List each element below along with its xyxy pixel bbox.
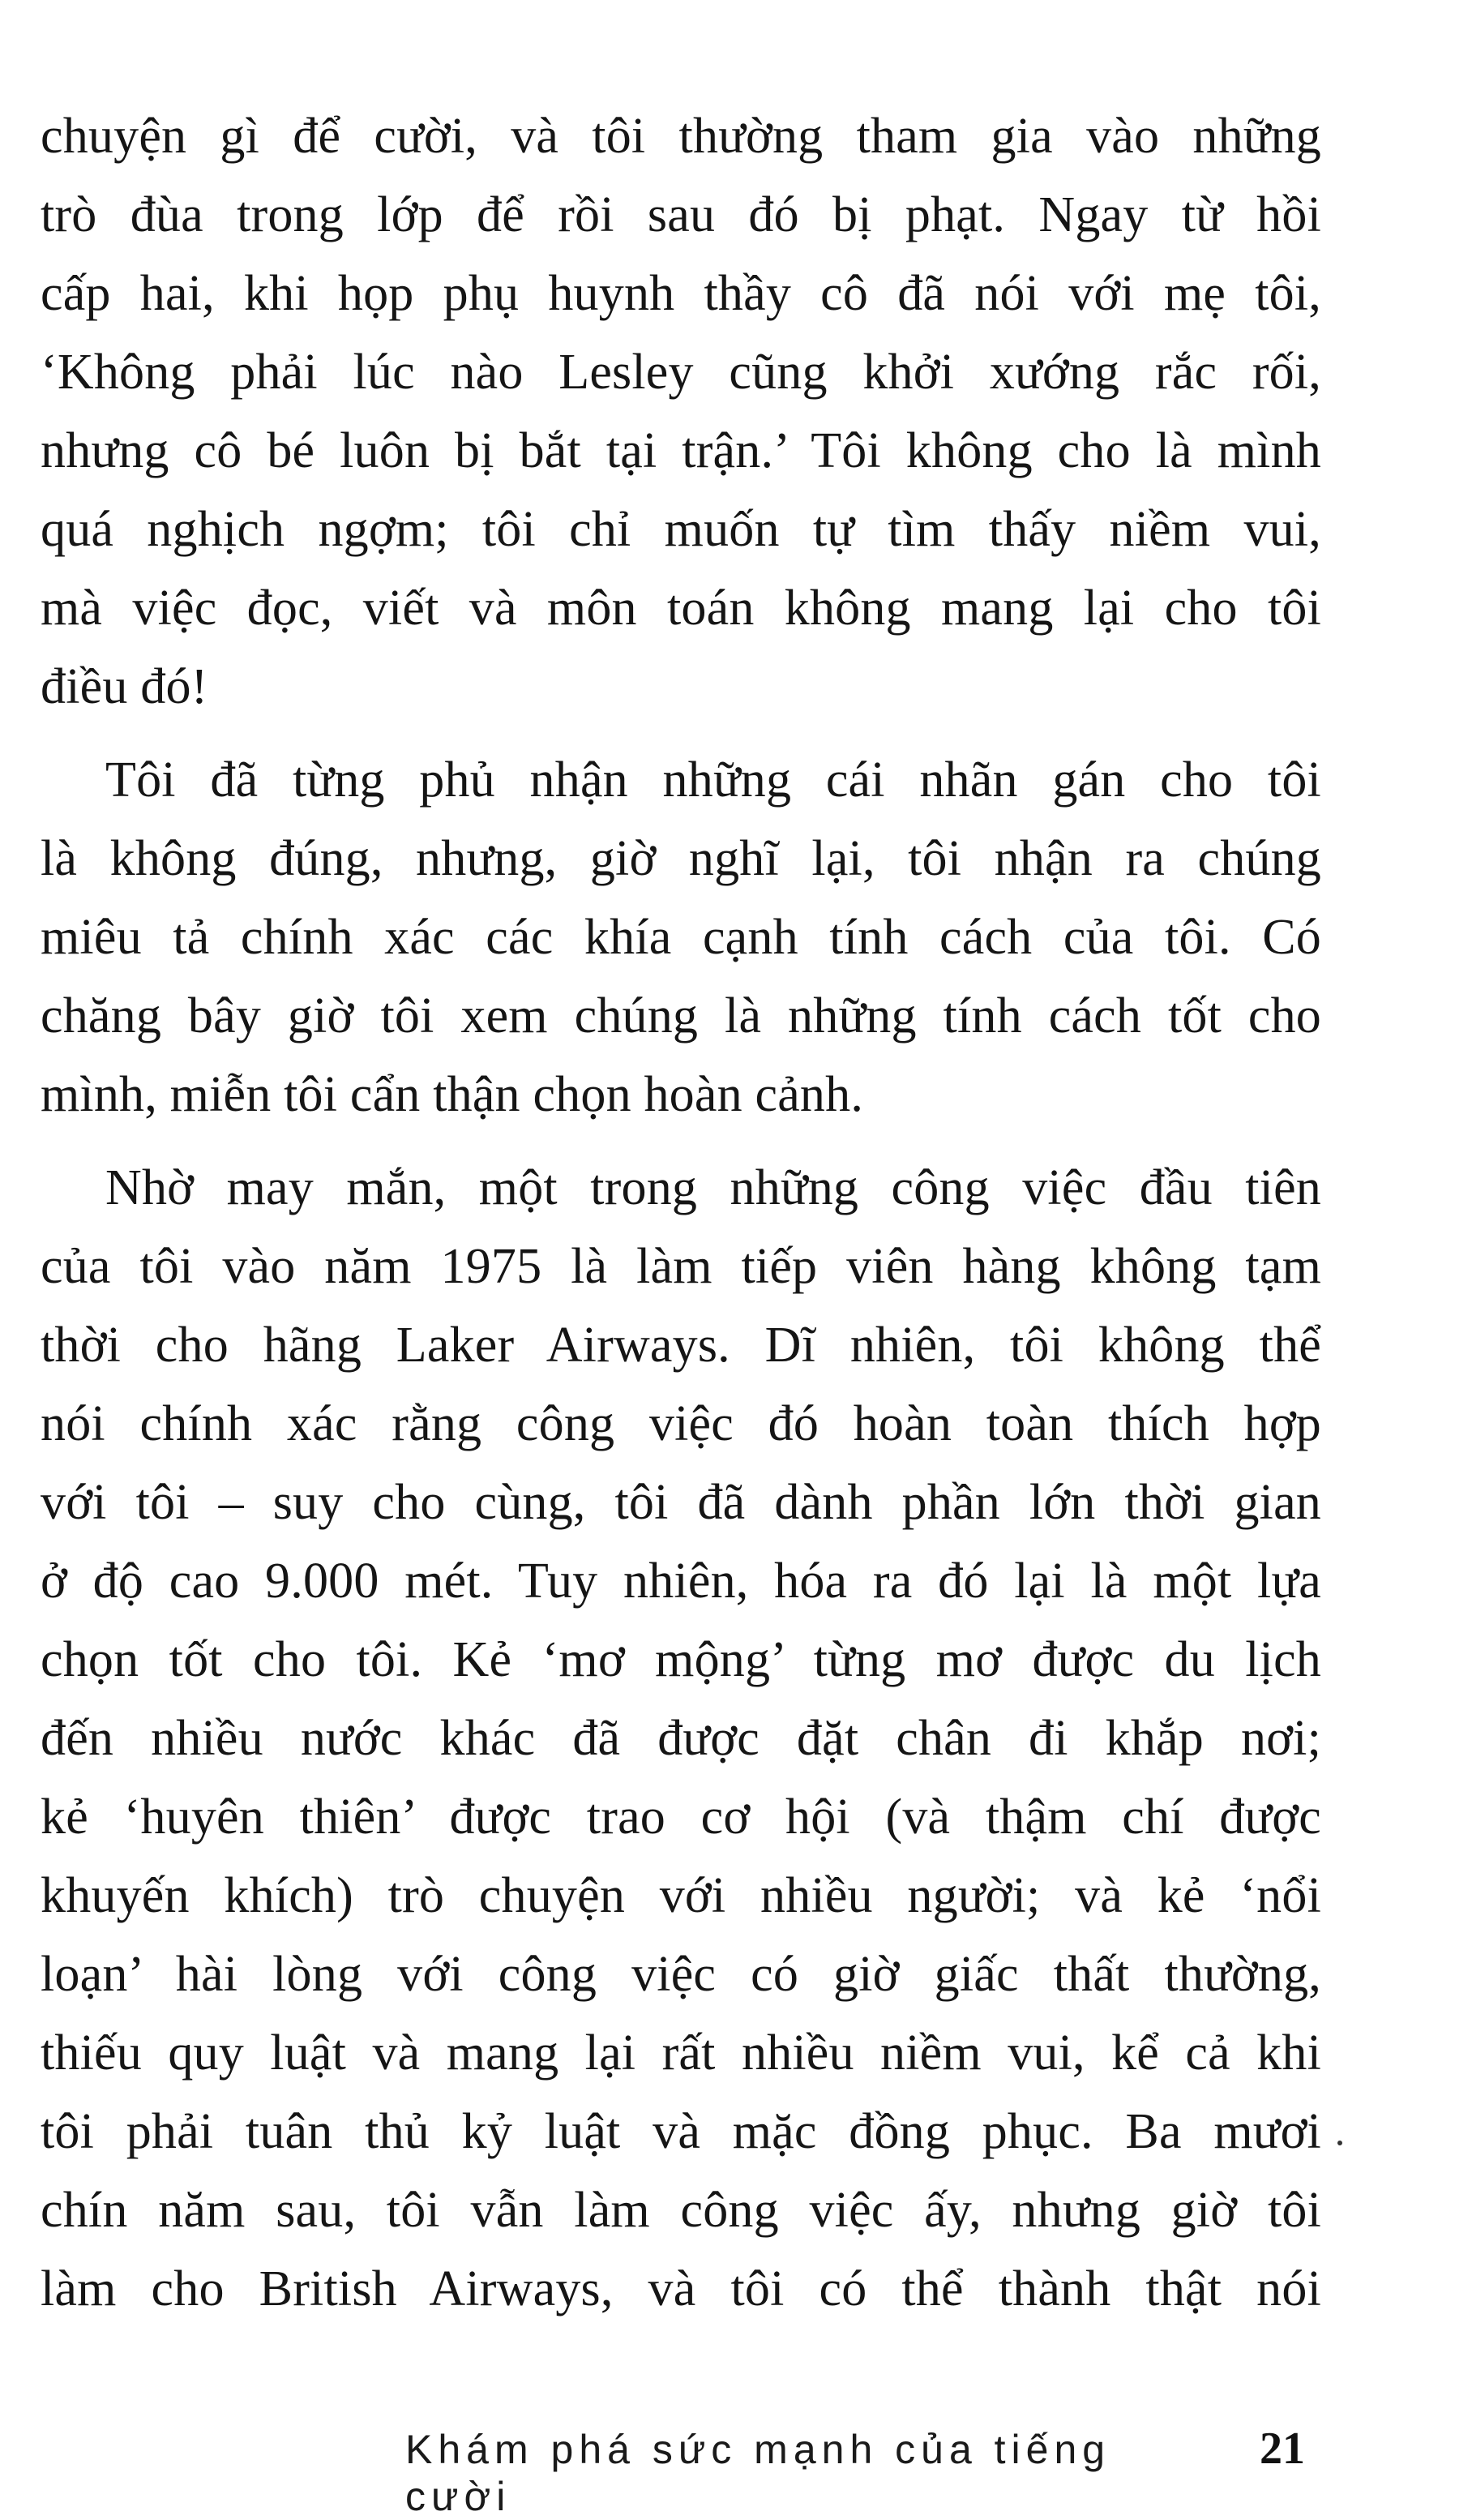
text-line: miêu tả chính xác các khía cạnh tính cách của tôi. Có — [41, 910, 1321, 965]
text-line: mình, miễn tôi cẩn thận chọn hoàn cảnh. — [41, 1067, 864, 1122]
text-line: mà việc đọc, viết và môn toán không mang lại cho tôi — [41, 581, 1321, 636]
paragraph-2 — [41, 741, 1321, 1134]
text-line: quá nghịch ngợm; tôi chỉ muốn tự tìm thấy niềm vui, — [41, 502, 1321, 557]
print-speck — [1337, 2141, 1342, 2145]
text-line: chuyện gì để cười, và tôi thường tham gia vào những — [41, 109, 1321, 164]
page-footer — [405, 2423, 1305, 2519]
text-line: đến nhiều nước khác đã được đặt chân đi khắp nơi; — [41, 1711, 1321, 1766]
text-line: là không đúng, nhưng, giờ nghĩ lại, tôi nhận ra chúng — [41, 831, 1321, 886]
text-line: kẻ ‘huyên thiên’ được trao cơ hội (và thậm chí được — [41, 1789, 1321, 1845]
page-number: 21 — [1260, 2424, 1305, 2474]
text-line: cấp hai, khi họp phụ huynh thầy cô đã nói với mẹ tôi, — [41, 266, 1321, 321]
text-line: chăng bây giờ tôi xem chúng là những tính cách tốt cho — [41, 988, 1321, 1044]
text-line: Tôi đã từng phủ nhận những cái nhãn gán cho tôi — [105, 752, 1321, 808]
text-line: điều đó! — [41, 659, 208, 714]
text-line: thời cho hãng Laker Airways. Dĩ nhiên, tôi không thể — [41, 1318, 1321, 1373]
text-line: thiếu quy luật và mang lại rất nhiều niềm vui, kể cả khi — [41, 2025, 1321, 2081]
text-line: trò đùa trong lớp để rồi sau đó bị phạt. Ngay từ hồi — [41, 187, 1321, 242]
paragraph-3 — [41, 1149, 1321, 2329]
paragraph-1 — [41, 97, 1321, 726]
text-line: tôi phải tuân thủ kỷ luật và mặc đồng phục. Ba mươi — [41, 2104, 1321, 2159]
text-line: làm cho British Airways, và tôi có thể thành thật nói — [41, 2261, 1321, 2316]
text-line: nhưng cô bé luôn bị bắt tại trận.’ Tôi không cho là mình — [41, 423, 1321, 478]
text-line: nói chính xác rằng công việc đó hoàn toàn thích hợp — [41, 1396, 1321, 1451]
text-line: chọn tốt cho tôi. Kẻ ‘mơ mộng’ từng mơ được du lịch — [41, 1632, 1321, 1687]
text-line: Nhờ may mắn, một trong những công việc đầu tiên — [105, 1160, 1321, 1215]
text-line: loạn’ hài lòng với công việc có giờ giấc thất thường, — [41, 1947, 1321, 2002]
text-line: chín năm sau, tôi vẫn làm công việc ấy, nhưng giờ tôi — [41, 2183, 1321, 2238]
body-text — [41, 97, 1321, 2343]
running-title: Khám phá sức mạnh của tiếng cười — [405, 2427, 1111, 2519]
text-line: khuyến khích) trò chuyện với nhiều người; và kẻ ‘nổi — [41, 1868, 1321, 1923]
text-line: với tôi – suy cho cùng, tôi đã dành phần lớn thời gian — [41, 1475, 1321, 1530]
text-line: của tôi vào năm 1975 là làm tiếp viên hàng không tạm — [41, 1239, 1321, 1294]
text-line: ‘Không phải lúc nào Lesley cũng khởi xướng rắc rối, — [41, 345, 1321, 400]
text-line: ở độ cao 9.000 mét. Tuy nhiên, hóa ra đó lại là một lựa — [41, 1554, 1321, 1609]
